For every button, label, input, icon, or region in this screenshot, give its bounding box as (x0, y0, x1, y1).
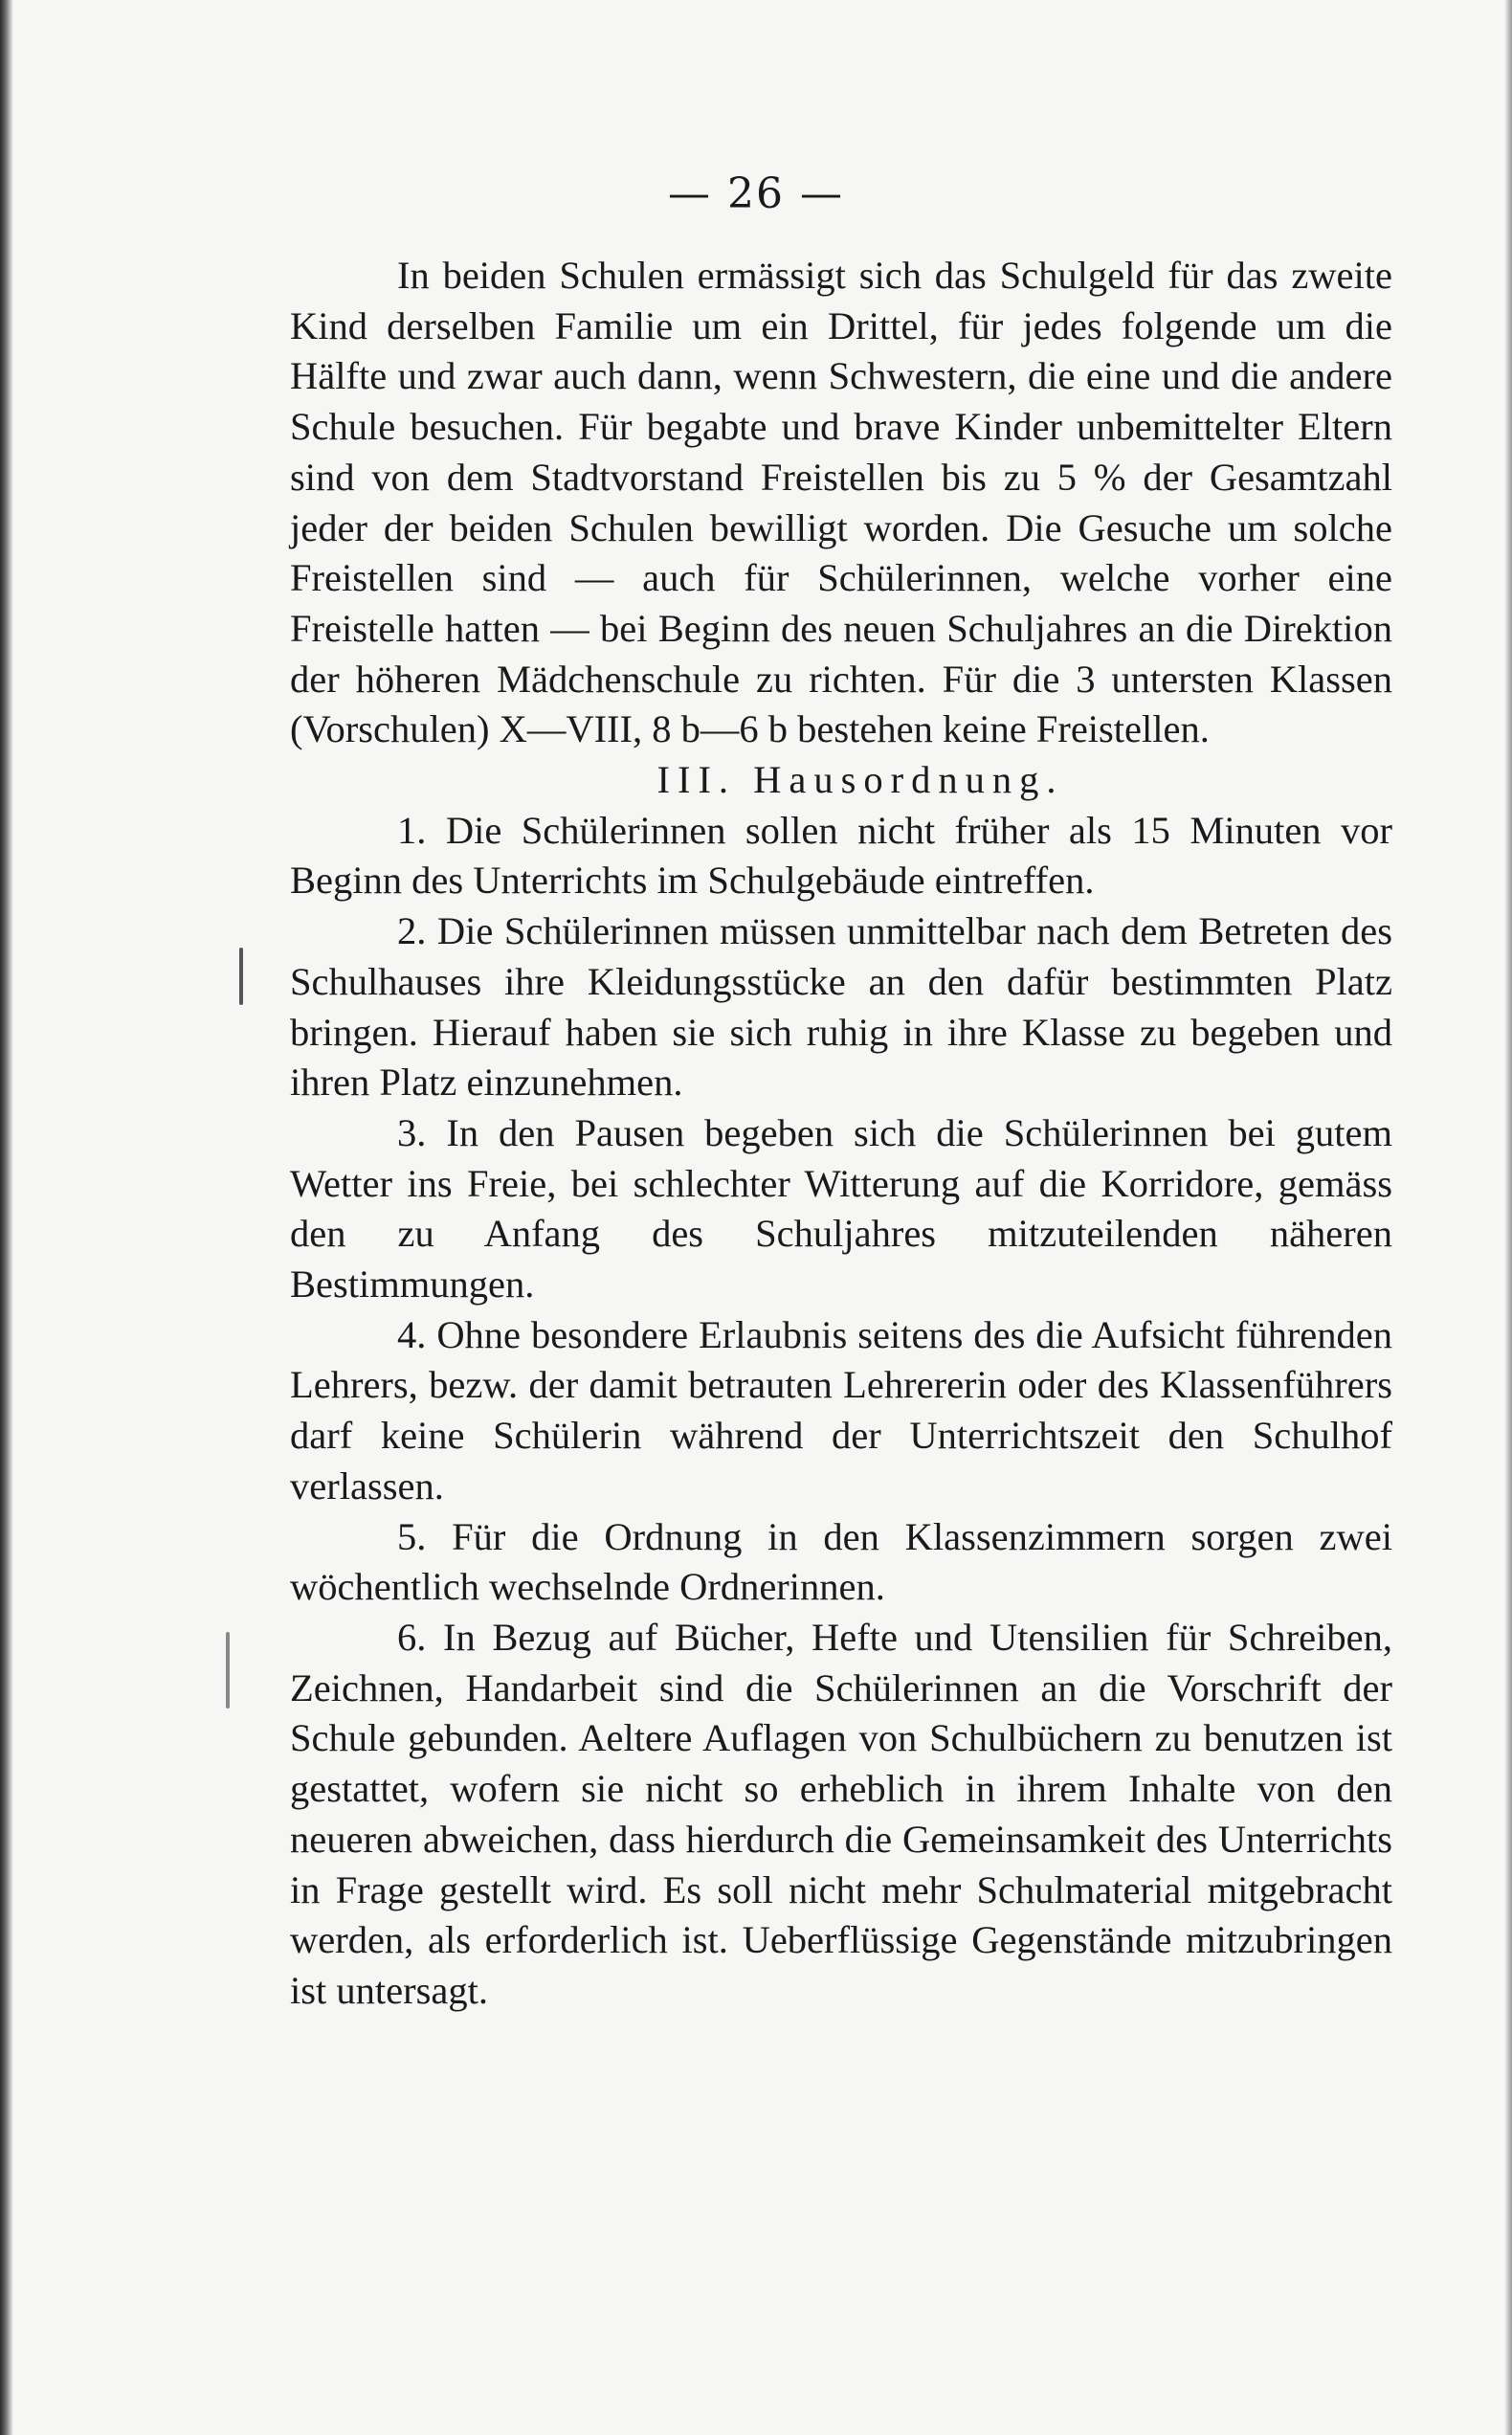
item-number: 5. (397, 1514, 427, 1558)
list-item (290, 1613, 1392, 2017)
item-number: 2. (397, 909, 427, 953)
scan-edge-right (1504, 0, 1512, 2435)
scan-speck (239, 948, 243, 1005)
item-text: In den Pausen begeben sich die Schülerinnen bei gutem Wetter ins Freie, bei schlechter Witterung auf die Korridore, gemäss den zu Anfang des Schuljahres mitzuteilenden näheren Bestimmungen. (290, 1110, 1393, 1307)
section-heading: III. Hausordnung. (656, 758, 1064, 802)
item-number: 1. (397, 808, 427, 852)
body-text (290, 251, 1392, 2017)
item-number: 3. (397, 1110, 427, 1154)
list-item (290, 1310, 1392, 1512)
list-item (290, 906, 1392, 1108)
item-number: 4. (397, 1312, 427, 1356)
item-text: Ohne besondere Erlaubnis seitens des die Aufsicht führenden Lehrers, bezw. der damit betrauten Lehrererin oder des Klassenführers darf keine Schülerin während der Unterrichtszeit den Schulhof verlassen. (290, 1312, 1393, 1508)
intro-paragraph: In beiden Schulen ermässigt sich das Schulgeld für das zweite Kind derselben Familie um ein Drittel, für jedes folgende um die Hälfte und zwar auch dann, wenn Schwestern, die eine und die andere Schule besuchen. Für begabte und brave Kinder unbemittelter Eltern sind von dem Stadtvorstand Freistellen bis zu 5 % der Gesamtzahl jeder der beiden Schulen bewilligt worden. Die Gesuche um solche Freistellen sind — auch für Schülerinnen, welche vorher eine Freistelle hatten — bei Beginn des neuen Schuljahres an die Direktion der höheren Mädchenschule zu richten. Für die 3 untersten Klassen (Vorschulen) X—VIII, 8 b—6 b bestehen keine Freistellen. (290, 254, 1392, 751)
item-text: Für die Ordnung in den Klassenzimmern sorgen zwei wöchentlich wechselnde Ordnerinnen. (290, 1514, 1392, 1609)
list-item (290, 1108, 1392, 1310)
scan-edge-left (0, 0, 13, 2435)
list-item (290, 806, 1392, 906)
scan-speck (226, 1632, 230, 1709)
item-text: Die Schülerinnen sollen nicht früher als 15 Minuten vor Beginn des Unterrichts im Schulgebäude eintreffen. (290, 808, 1392, 903)
item-text: In Bezug auf Bücher, Hefte und Utensilien für Schreiben, Zeichnen, Handarbeit sind die Schülerinnen an die Vorschrift der Schule gebunden. Aeltere Auflagen von Schulbüchern zu benutzen ist gestattet, wofern sie nicht so erheblich in ihrem Inhalte von den neueren abweichen, dass hierdurch die Gemeinsamkeit des Unterrichts in Frage gestellt wird. Es soll nicht mehr Schulmaterial mitgebracht werden, als erforderlich ist. Ueberflüssige Gegenstände mitzubringen ist untersagt. (290, 1615, 1393, 2012)
page-number: — 26 — (668, 169, 844, 218)
item-number: 6. (397, 1615, 427, 1659)
item-text: Die Schülerinnen müssen unmittelbar nach dem Betreten des Schulhauses ihre Kleidungsstücke an den dafür bestimmten Platz bringen. Hierauf haben sie sich ruhig in ihre Klasse zu begeben und ihren Platz einzunehmen. (290, 909, 1393, 1105)
list-item (290, 1512, 1392, 1613)
